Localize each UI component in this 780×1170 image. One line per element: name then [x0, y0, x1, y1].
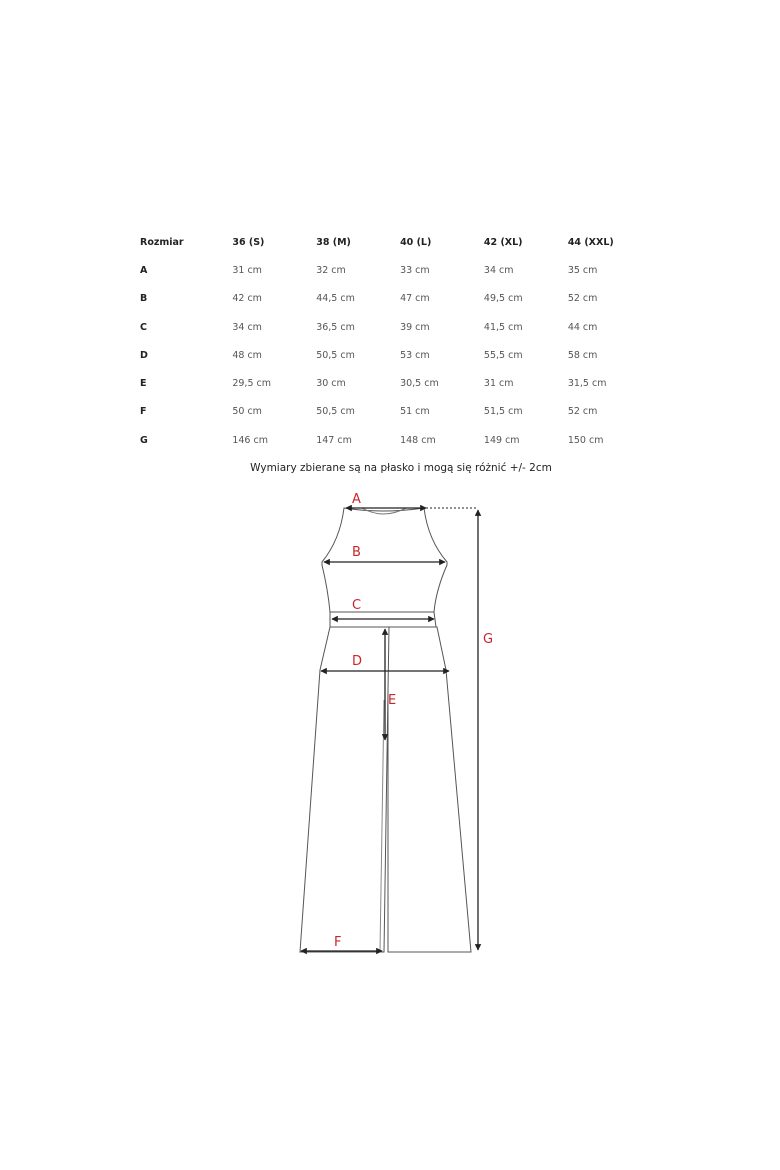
header-cell: Rozmiar — [140, 236, 184, 248]
table-cell: 36,5 cm — [316, 321, 355, 333]
table-cell: 149 cm — [483, 434, 520, 446]
label-b: B — [352, 545, 361, 560]
header-cell: 40 (L) — [400, 236, 432, 248]
row-label: A — [140, 264, 148, 276]
label-f: F — [334, 935, 342, 950]
table-cell: 29,5 cm — [232, 378, 271, 390]
label-e: E — [388, 693, 397, 708]
table-cell: 35 cm — [567, 264, 598, 276]
label-g: G — [483, 632, 494, 647]
table-cell: 147 cm — [316, 434, 352, 446]
table-cell: 148 cm — [400, 434, 436, 446]
table-cell: 33 cm — [400, 264, 430, 276]
header-cell: 42 (XL) — [483, 236, 523, 248]
row-label: D — [140, 349, 148, 361]
table-cell: 31 cm — [232, 264, 262, 276]
table-cell: 51 cm — [400, 406, 430, 418]
table-cell: 34 cm — [232, 321, 262, 333]
table-cell: 39 cm — [400, 321, 430, 333]
table-cell: 146 cm — [232, 434, 268, 446]
table-cell: 47 cm — [400, 293, 430, 305]
table-cell: 48 cm — [232, 349, 262, 361]
table-cell: 55,5 cm — [483, 349, 523, 361]
header-cell: 38 (M) — [316, 236, 351, 248]
header-cell: 36 (S) — [232, 236, 265, 248]
table-cell: 31 cm — [483, 378, 514, 390]
table-cell: 51,5 cm — [483, 406, 523, 418]
table-cell: 32 cm — [316, 264, 346, 276]
table-cell: 150 cm — [567, 434, 604, 446]
table-cell: 34 cm — [483, 264, 514, 276]
label-d: D — [352, 654, 363, 669]
table-cell: 30,5 cm — [400, 378, 439, 390]
row-label: G — [140, 434, 148, 446]
row-label: B — [140, 293, 148, 305]
header-cell: 44 (XXL) — [567, 236, 614, 248]
table-cell: 52 cm — [567, 406, 598, 418]
table-cell: 50,5 cm — [316, 406, 355, 418]
row-label: C — [140, 321, 147, 333]
row-label: E — [140, 378, 147, 390]
table-cell: 50,5 cm — [316, 349, 355, 361]
table-cell: 53 cm — [400, 349, 430, 361]
table-cell: 42 cm — [232, 293, 262, 305]
measurement-labels — [334, 492, 493, 950]
table-cell: 31,5 cm — [567, 378, 607, 390]
row-label: F — [140, 406, 147, 418]
table-cell: 49,5 cm — [483, 293, 523, 305]
table-cell: 30 cm — [316, 378, 346, 390]
table-cell: 44 cm — [567, 321, 598, 333]
label-c: C — [352, 598, 362, 613]
table-cell: 41,5 cm — [483, 321, 523, 333]
measurement-note-text: Wymiary zbierane są na płasko i mogą się różnić +/- 2cm — [250, 462, 552, 474]
table-cell: 44,5 cm — [316, 293, 355, 305]
label-a: A — [352, 492, 361, 507]
table-cell: 50 cm — [232, 406, 262, 418]
table-cell: 52 cm — [567, 293, 598, 305]
table-cell: 58 cm — [567, 349, 598, 361]
